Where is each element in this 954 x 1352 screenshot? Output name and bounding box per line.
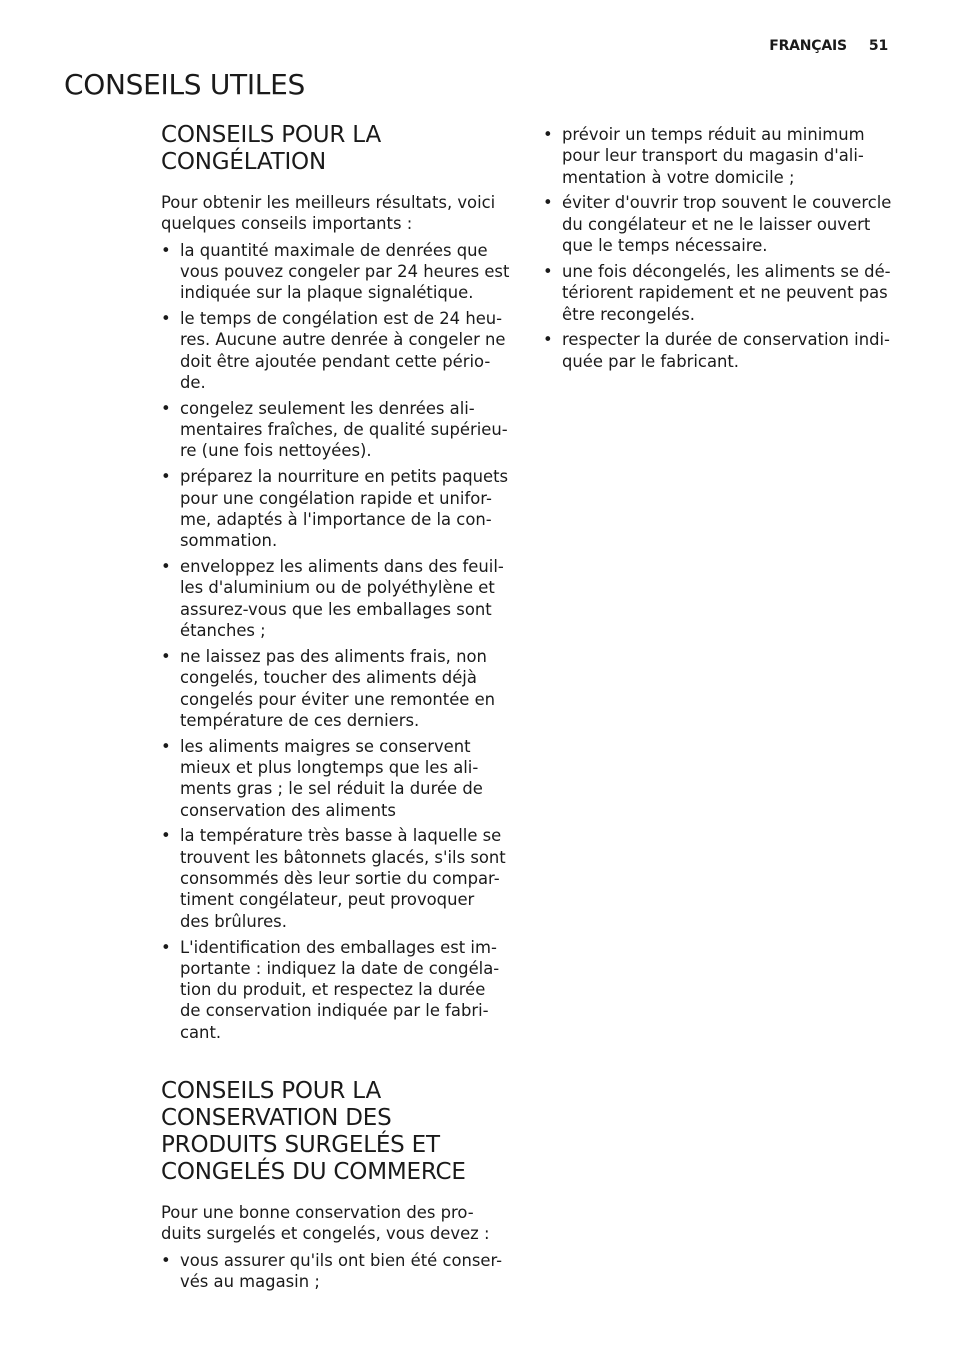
list-item: • les aliments maigres se conservent mieux et plus longtemps que les ali- ments gras ; le sel réduit la durée de conservation des aliments	[161, 736, 513, 821]
list-item: • enveloppez les aliments dans des feuil- les d'aluminium ou de polyéthylène et assurez-vous que les emballages sont étanches ;	[161, 556, 513, 641]
section-title-frozen-storage: CONSEILS POUR LA CONSERVATION DES PRODUITS SURGELÉS ET CONGELÉS DU COMMERCE	[161, 1078, 466, 1186]
left-column	[161, 122, 513, 1297]
frozen-storage-list	[161, 1250, 513, 1293]
page-title: CONSEILS UTILES	[64, 68, 305, 101]
list-item: • la quantité maximale de denrées que vous pouvez congeler par 24 heures est indiquée sur la plaque signalétique.	[161, 240, 513, 304]
freezing-tips-list	[161, 240, 513, 1043]
list-item: • prévoir un temps réduit au minimum pour leur transport du magasin d'ali- mentation à votre domicile ;	[543, 124, 897, 188]
section-intro-frozen-storage: Pour une bonne conservation des pro- duits surgelés et congelés, vous devez :	[161, 1203, 490, 1244]
section-title-freezing-tips: CONSEILS POUR LA CONGÉLATION	[161, 122, 381, 175]
list-item: • respecter la durée de conservation indi- quée par le fabricant.	[543, 329, 897, 372]
section-intro-freezing: Pour obtenir les meilleurs résultats, voici quelques conseils importants :	[161, 193, 496, 234]
page-header	[769, 38, 888, 54]
list-item: • éviter d'ouvrir trop souvent le couvercle du congélateur et ne le laisser ouvert que le temps nécessaire.	[543, 192, 897, 256]
list-item: • une fois décongelés, les aliments se dé- tériorent rapidement et ne peuvent pas être recongelés.	[543, 261, 897, 325]
frozen-storage-list-continued	[543, 124, 897, 372]
list-item: • vous assurer qu'ils ont bien été conser- vés au magasin ;	[161, 1250, 513, 1293]
list-item: • ne laissez pas des aliments frais, non congelés, toucher des aliments déjà congelés pour éviter une remontée en température de ces derniers.	[161, 646, 513, 731]
list-item: • L'identification des emballages est im- portante : indiquez la date de congéla- tion du produit, et respectez la durée de conservation indiquée par le fabri- cant.	[161, 937, 513, 1043]
language-label: FRANÇAIS	[769, 38, 847, 54]
list-item: • la température très basse à laquelle se trouvent les bâtonnets glacés, s'ils sont consommés dès leur sortie du compar- timent congélateur, peut provoquer des brûlures.	[161, 825, 513, 931]
list-item: • le temps de congélation est de 24 heu- res. Aucune autre denrée à congeler ne doit être ajoutée pendant cette pério- de.	[161, 308, 513, 393]
page-number: 51	[868, 38, 888, 54]
list-item: • préparez la nourriture en petits paquets pour une congélation rapide et unifor- me, adaptés à l'importance de la con- sommation.	[161, 466, 513, 551]
right-column	[543, 124, 897, 377]
list-item: • congelez seulement les denrées ali- mentaires fraîches, de qualité supérieu- re (une fois nettoyées).	[161, 398, 513, 462]
